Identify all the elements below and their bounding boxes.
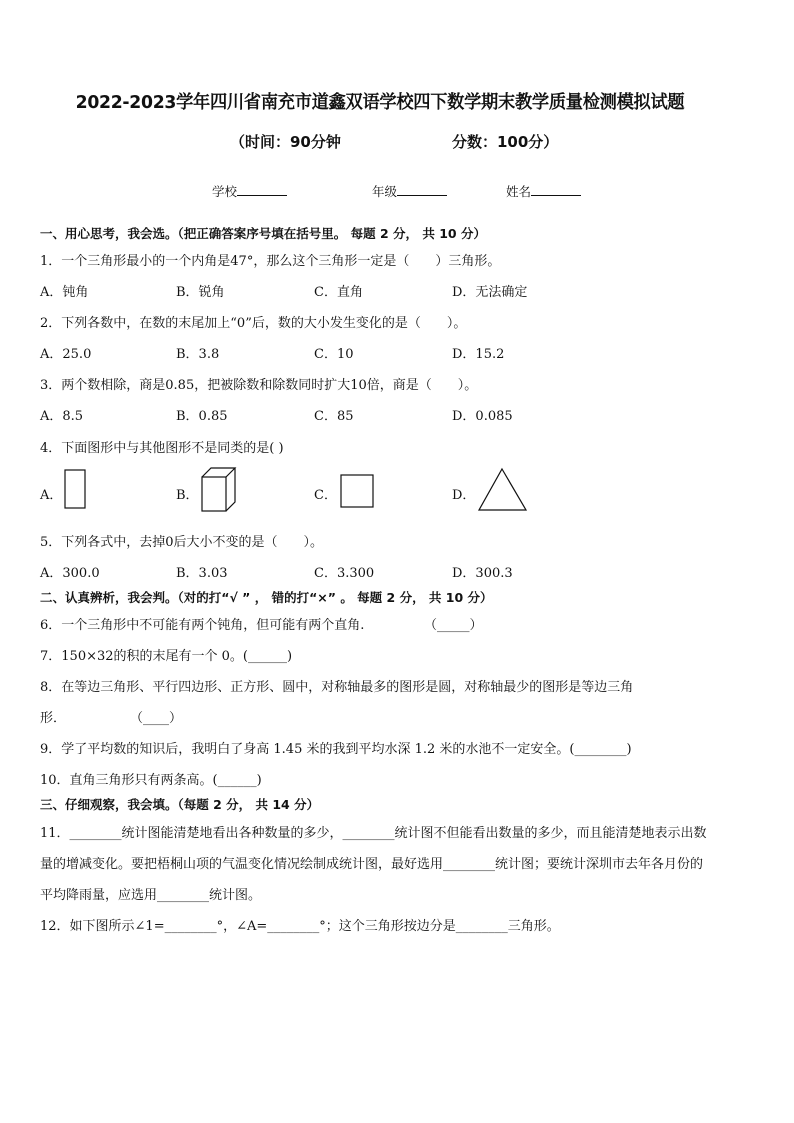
- name-field: [506, 181, 581, 200]
- q2-option-d[interactable]: D．15.2: [452, 347, 505, 362]
- name-label: 姓名: [506, 184, 532, 199]
- grade-blank[interactable]: [397, 181, 447, 196]
- question-10: 10．直角三角形只有两条高。(______): [40, 773, 262, 788]
- question-11: 11．________统计图能清楚地看出各种数量的多少，________统计图不但能看出数量的多少，而且能清楚地表示出数: [40, 826, 707, 841]
- q8-answer-blank[interactable]: （____）: [130, 711, 183, 726]
- name-blank[interactable]: [531, 181, 581, 196]
- question-4: 4．下面图形中与其他图形不是同类的是( ): [40, 441, 284, 456]
- q3-option-c[interactable]: C．85: [314, 409, 354, 424]
- q1-option-b[interactable]: B．锐角: [176, 285, 225, 300]
- q2-option-a[interactable]: A．25.0: [40, 347, 92, 362]
- section-3-heading: 三、仔细观察，我会填。（每题 2 分， 共 14 分）: [40, 797, 320, 812]
- triangle-figure: [476, 466, 530, 514]
- question-11-line-3: 平均降雨量，应选用________统计图。: [40, 888, 262, 903]
- q3-option-b[interactable]: B．0.85: [176, 409, 228, 424]
- q3-option-d[interactable]: D．0.085: [452, 409, 513, 424]
- q5-option-d[interactable]: D．300.3: [452, 566, 513, 581]
- q1-option-c[interactable]: C．直角: [314, 285, 363, 300]
- grade-field: [372, 181, 447, 200]
- question-1: 1．一个三角形最小的一个内角是47°，那么这个三角形一定是（ ）三角形。: [40, 254, 501, 269]
- question-5: 5．下列各式中，去掉0后大小不变的是（ ）。: [40, 535, 324, 550]
- rectangle-figure: [62, 468, 90, 512]
- q4-option-c[interactable]: C．: [314, 488, 337, 503]
- question-2: 2．下列各数中，在数的末尾加上“0”后，数的大小发生变化的是（ ）。: [40, 316, 467, 331]
- school-label: 学校: [212, 184, 238, 199]
- q4-option-b[interactable]: B．: [176, 488, 199, 503]
- section-2-heading: 二、认真辨析，我会判。（对的打“√ ” ， 错的打“×” 。 每题 2 分， 共 10 分）: [40, 590, 493, 605]
- q6-answer-blank[interactable]: （_____）: [424, 618, 483, 633]
- q2-option-c[interactable]: C．10: [314, 347, 354, 362]
- q5-option-c[interactable]: C．3.300: [314, 566, 375, 581]
- school-blank[interactable]: [237, 181, 287, 196]
- q1-option-d[interactable]: D．无法确定: [452, 285, 528, 300]
- q2-option-b[interactable]: B．3.8: [176, 347, 220, 362]
- question-11-line-2: 量的增减变化。要把梧桐山项的气温变化情况绘制成统计图，最好选用________统计图；要统计深圳市去年各月份的: [40, 857, 704, 872]
- question-9: 9．学了平均数的知识后，我明白了身高 1.45 米的我到平均水深 1.2 米的水池不一定安全。(________): [40, 742, 632, 757]
- question-8: 8．在等边三角形、平行四边形、正方形、圆中，对称轴最多的图形是圆，对称轴最少的图形是等边三角: [40, 680, 634, 695]
- q1-option-a[interactable]: A．钝角: [40, 285, 89, 300]
- question-8-cont: 形．: [40, 711, 67, 726]
- q5-option-b[interactable]: B．3.03: [176, 566, 228, 581]
- exam-time: （时间：90分钟: [230, 133, 341, 151]
- q4-option-d[interactable]: D．: [452, 488, 476, 503]
- page-title: 2022-2023学年四川省南充市道鑫双语学校四下数学期末教学质量检测模拟试题: [75, 92, 685, 113]
- q5-option-a[interactable]: A．300.0: [40, 566, 100, 581]
- square-figure: [338, 472, 378, 512]
- question-7: 7．150×32的积的末尾有一个 0。(______): [40, 649, 293, 664]
- exam-score: 分数：100分）: [452, 133, 559, 151]
- cuboid-figure: [198, 464, 238, 514]
- question-3: 3．两个数相除，商是0.85，把被除数和除数同时扩大10倍，商是（ ）。: [40, 378, 478, 393]
- question-6: 6．一个三角形中不可能有两个钝角，但可能有两个直角.: [40, 618, 365, 633]
- q4-option-a[interactable]: A．: [40, 488, 63, 503]
- section-1-heading: 一、用心思考，我会选。（把正确答案序号填在括号里。 每题 2 分， 共 10 分）: [40, 226, 486, 241]
- school-field: [212, 181, 287, 200]
- grade-label: 年级: [372, 184, 398, 199]
- question-12: 12．如下图所示∠1=________°，∠A=________°；这个三角形按边分是________三角形。: [40, 919, 560, 934]
- q3-option-a[interactable]: A．8.5: [40, 409, 84, 424]
